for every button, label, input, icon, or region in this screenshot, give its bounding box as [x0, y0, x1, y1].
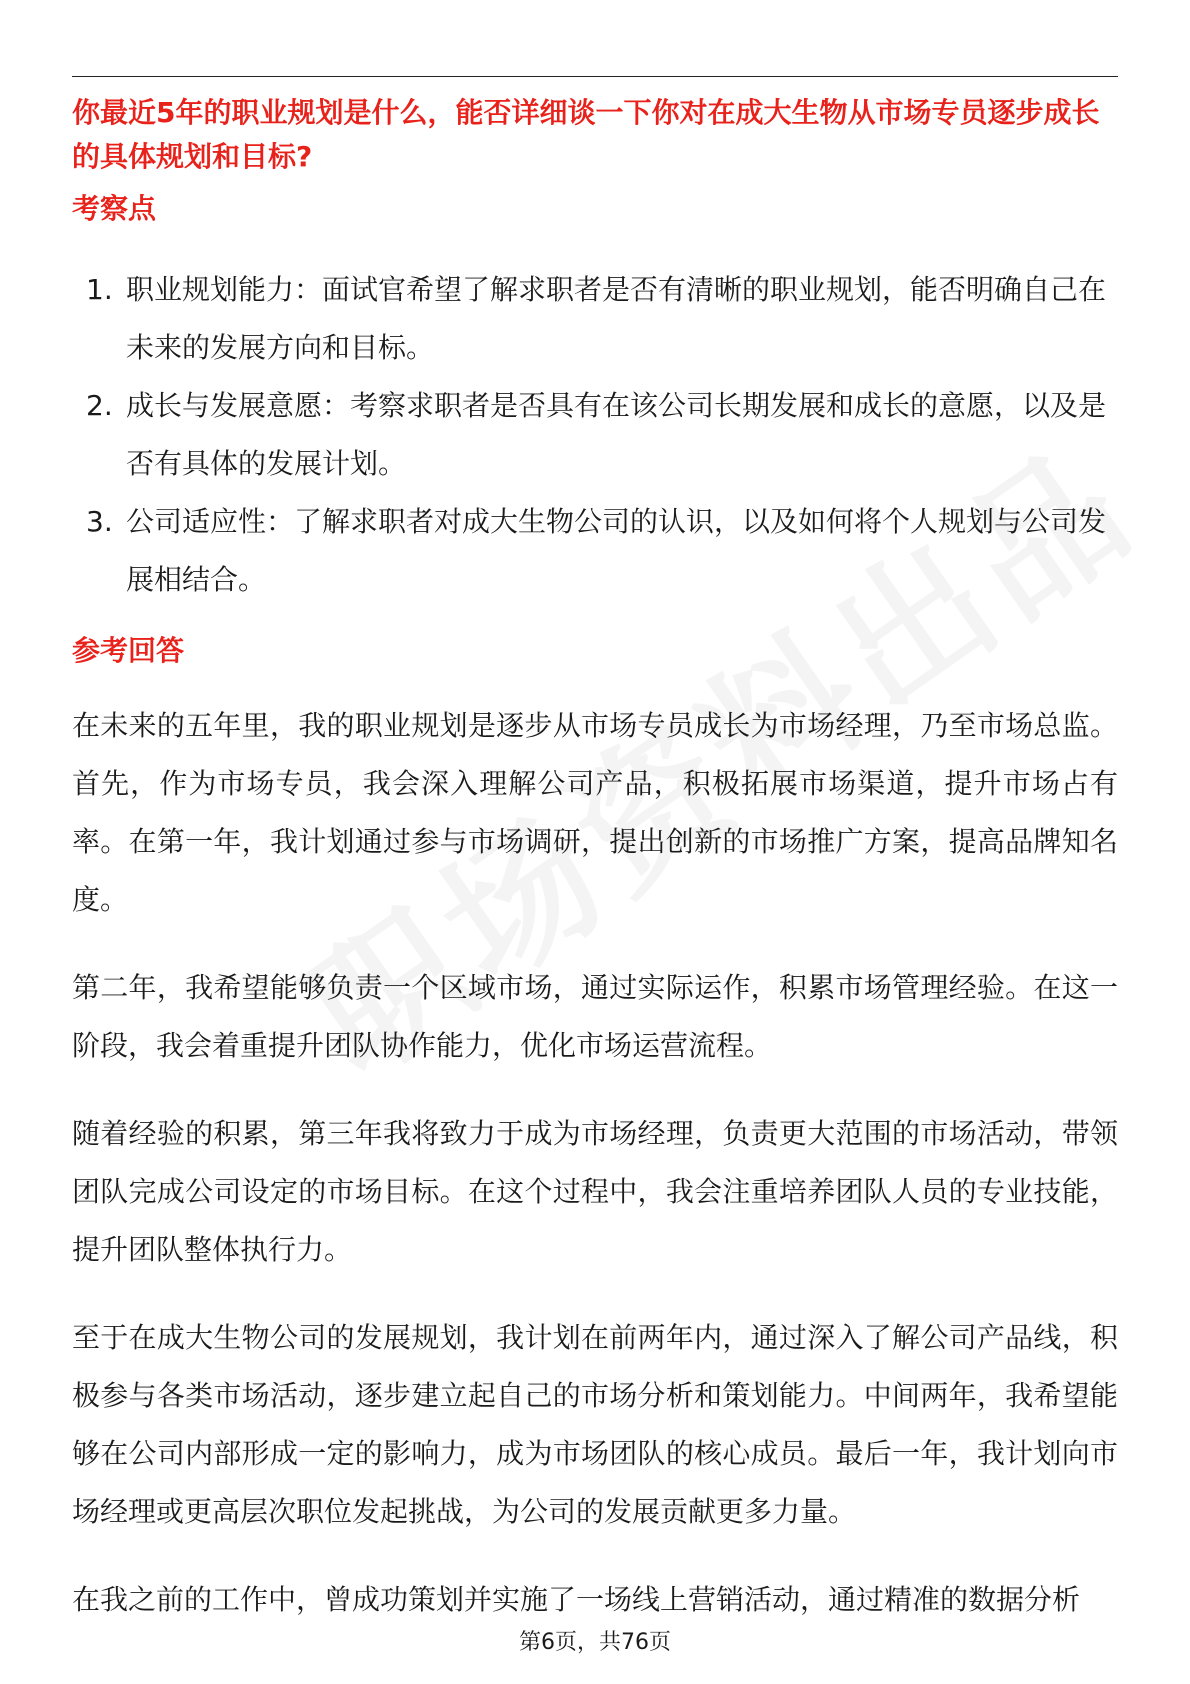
list-item — [72, 377, 1118, 493]
list-item — [72, 493, 1118, 609]
answer-paragraph: 第二年，我希望能够负责一个区域市场，通过实际运作，积累市场管理经验。在这一阶段，我会着重提升团队协作能力，优化市场运营流程。 — [72, 971, 1118, 1062]
answer-paragraph: 至于在成大生物公司的发展规划，我计划在前两年内，通过深入了解公司产品线，积极参与各类市场活动，逐步建立起自己的市场分析和策划能力。中间两年，我希望能够在公司内部形成一定的影响力，成为市场团队的核心成员。最后一年，我计划向市场经理或更高层次职位发起挑战，为公司的发展贡献更多力量。 — [72, 1321, 1118, 1528]
list-item-text: 职业规划能力：面试官希望了解求职者是否有清晰的职业规划，能否明确自己在未来的发展方向和目标。 — [126, 273, 1107, 364]
list-item-number: 1. — [86, 273, 113, 306]
answer-paragraph: 随着经验的积累，第三年我将致力于成为市场经理，负责更大范围的市场活动，带领团队完成公司设定的市场目标。在这个过程中，我会注重培养团队人员的专业技能，提升团队整体执行力。 — [72, 1117, 1118, 1266]
points-list — [72, 261, 1118, 609]
answer-body — [72, 697, 1118, 1659]
list-item-number: 2. — [86, 389, 113, 422]
list-item — [72, 261, 1118, 377]
list-item-number: 3. — [86, 505, 113, 538]
top-divider — [72, 76, 1118, 77]
answer-paragraph: 在我之前的工作中，曾成功策划并实施了一场线上营销活动，通过精准的数据分析 — [72, 1583, 1081, 1616]
question-title: 你最近5年的职业规划是什么，能否详细谈一下你对在成大生物从市场专员逐步成长的具体规划和目标? — [72, 96, 1100, 173]
list-item-text: 公司适应性：了解求职者对成大生物公司的认识，以及如何将个人规划与公司发展相结合。 — [126, 505, 1107, 596]
section-heading-answer: 参考回答 — [72, 634, 185, 667]
answer-paragraph: 在未来的五年里，我的职业规划是逐步从市场专员成长为市场经理，乃至市场总监。首先，作为市场专员，我会深入理解公司产品，积极拓展市场渠道，提升市场占有率。在第一年，我计划通过参与市场调研，提出创新的市场推广方案，提高品牌知名度。 — [72, 709, 1118, 916]
list-item-text: 成长与发展意愿：考察求职者是否具有在该公司长期发展和成长的意愿，以及是否有具体的发展计划。 — [126, 389, 1107, 480]
page-number-footer: 第6页，共76页 — [519, 1630, 671, 1655]
section-heading-points: 考察点 — [72, 192, 157, 225]
